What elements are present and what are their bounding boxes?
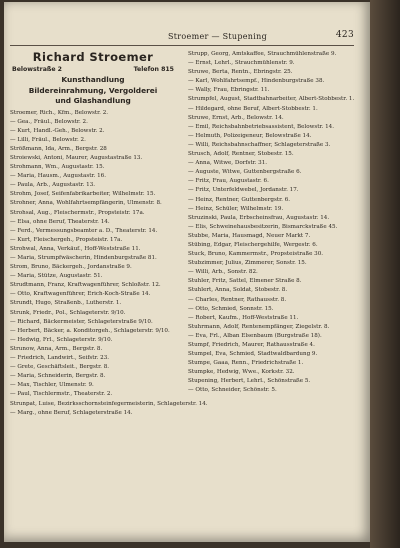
directory-entry: — Maria, Hausm., Augustastr. 16. <box>10 173 107 180</box>
ad-line: Kunsthandlung <box>61 75 125 84</box>
page-header <box>10 32 354 44</box>
directory-entry: Stuck, Bruno, Kammermstr., Propsteistraße 30. <box>188 251 324 258</box>
directory-entry: Struwe, Berta, Rentn., Ebringstr. 25. <box>188 69 293 76</box>
directory-entry: — Kurt, Handl.-Geh., Belowstr. 2. <box>10 127 105 134</box>
directory-entry: Strohner, Anna, Wohlfahrtsempfängerin, Ulmenstr. 8. <box>10 200 162 207</box>
directory-entry: Strundt, Hugo, Straßenb., Lutherstr. 1. <box>10 300 122 307</box>
directory-entry: — Herbert, Bäcker, a. Konditorgeh., Schlageterstr. 9/10. <box>10 327 170 334</box>
running-head: Stroemer — Stupening <box>168 32 267 41</box>
directory-entry: — Eva, Frl., Alban Elsenbaum (Burgstraße 18). <box>188 332 322 339</box>
directory-entry: — Hildegard, ohne Beruf, Albert-Stobbestr. 1. <box>188 105 318 112</box>
directory-entry: — Karl, Wohlfahrtsempf., Hindenburgstraße 38. <box>188 78 325 85</box>
directory-entry: Stumpke, Hedwig, Wwe., Korkstr. 32. <box>188 369 295 376</box>
directory-entry: — Heinz, Schüler, Wilhelmstr. 19. <box>188 205 284 212</box>
directory-entry: — Helmuth, Polizeigeneur, Belowstraße 14. <box>188 132 312 139</box>
directory-entry: — Lilli, Fräul., Belowstr. 2. <box>10 136 86 143</box>
directory-entry: Stroiewski, Antoni, Maurer, Augustastraße 13. <box>10 154 143 161</box>
right-entry-list <box>188 50 354 396</box>
directory-entry: Strupp, Georg, Amtskaffee, Strauchmühlenstraße 9. <box>188 51 337 57</box>
directory-entry: — Charles, Rentner, Rathausstr. 8. <box>188 296 287 303</box>
directory-entry: Stubzimmer, Julius, Zimmerer, Sonstr. 15. <box>188 260 307 267</box>
directory-entry: — Ernst, Lehrl., Strauchmühlenstr. 9. <box>188 60 295 67</box>
directory-entry: Strom, Bruno, Bäckergeh., Jordanstraße 9. <box>10 264 132 271</box>
directory-entry: Stuhler, Fritz, Sattel, Elmener Straße 8. <box>188 278 302 285</box>
ad-name: Richard Stroemer <box>32 50 154 64</box>
directory-entry: Strohwal, Anna, Verkäuf., Hoff-Weststraße 11. <box>10 245 141 252</box>
directory-entry: — Heinz, Rentner, Guttenbergstr. 6. <box>188 196 291 203</box>
left-column <box>10 50 208 418</box>
directory-entry: Strunow, Anna, Arm., Bergstr. 8. <box>10 345 103 352</box>
directory-entry: — Elis, Schweinehausbesitzerin, Bismarckstraße 45. <box>188 223 338 230</box>
directory-entry: Strößmann, Ida, Arm., Bergstr. 28 <box>10 145 107 152</box>
directory-entry: Strohm, Josef, Seifenfabrikarbeiter, Wilhelmstr. 15. <box>10 191 156 198</box>
directory-entry: — Marg., ohne Beruf, Schlageterstraße 14. <box>10 409 133 416</box>
directory-entry: Stübing, Edgar, Fleischergehilfe, Wergestr. 6. <box>188 241 318 248</box>
directory-entry: Strohsal, Aug., Fleischermstr., Propsteistr. 17a. <box>10 209 145 216</box>
directory-entry: Stroemer, Rich., Kfm., Belowstr. 2. <box>10 109 109 116</box>
directory-entry: — Anna, Witwe, Dorfstr. 31. <box>188 160 268 167</box>
directory-entry: Stumpe, Gaaa, Renn., Friedrichstraße 1. <box>188 360 304 367</box>
directory-entry: — Ferd., Vermessungsbeamter a. D., Theaterstr. 14. <box>10 227 158 234</box>
directory-entry: Strudtmann, Franz, Kraftwagenführer, Schloßstr. 12. <box>10 282 161 289</box>
right-column <box>188 50 354 396</box>
book-binding <box>370 0 400 548</box>
directory-entry: Stuhrmann, Adolf, Rentenempfänger, Ziegelstr. 8. <box>188 323 330 330</box>
directory-entry: — Grete, Geschäftsleit., Bergstr. 8. <box>10 364 110 371</box>
ad-phone: Telefon 815 <box>133 66 174 73</box>
ad-address: Belowstraße 2 <box>12 66 62 73</box>
directory-entry: — Gea., Fräul., Belowstr. 2. <box>10 118 88 125</box>
directory-entry: Struzinski, Paula, Erbscheinsfrau, Augustastr. 14. <box>188 214 330 221</box>
directory-entry: — Willi, Arb., Sonstr. 82. <box>188 269 258 276</box>
directory-entry: — Otto, Kraftwagenführer, Erich-Koch-Straße 14. <box>10 291 151 298</box>
directory-entry: — Max, Tischler, Ulmenstr. 9. <box>10 382 94 389</box>
directory-entry: Stuhlert, Anna, Soldat, Stobestr. 8. <box>188 287 288 294</box>
directory-entry: — Hedwig, Frl., Schlageterstr. 9/10. <box>10 336 113 343</box>
directory-entry: — Fritz, Frau, Augustastr. 6. <box>188 178 269 185</box>
directory-entry: Struwe, Ernst, Arb., Belowstr. 14. <box>188 114 284 121</box>
header-rule <box>10 45 354 46</box>
directory-entry: — Emil, Reichsbahnbetriebsassistent, Belowstr. 14. <box>188 123 334 130</box>
directory-entry: Strumpfel, August, Stadtbahnarbeiter, Albert-Stobbestr. 1. <box>188 96 355 103</box>
ad-line: Bildereinrahmung, Vergolderei <box>28 85 158 95</box>
directory-entry: — Otto, Schmied, Sonnstr. 15. <box>188 305 274 312</box>
directory-entry: Stupening, Herbert, Lehrl., Schönstraße 5. <box>188 378 311 385</box>
directory-entry: — Kurt, Fleischergeh., Propsteistr. 17a. <box>10 236 123 243</box>
directory-entry: — Paula, Arb., Augustastr. 13. <box>10 182 96 189</box>
directory-entry: — Richard, Bäckermeister, Schlageterstraße 9/10. <box>10 318 153 325</box>
directory-entry: — Maria, Stütze, Augustastr. 51. <box>10 273 103 280</box>
directory-entry: — Wally, Frau, Ebringstr. 11. <box>188 87 270 94</box>
directory-entry: Strohmann, Wm., Augustastr. 15. <box>10 164 105 171</box>
directory-entry: — Elsa, ohne Beruf, Theaterstr. 14. <box>10 218 110 225</box>
left-entry-list <box>10 109 208 418</box>
directory-entry: Strusch, Adolf, Rentner, Stobestr. 15. <box>188 151 294 158</box>
directory-entry: — Friedrich, Landwirt., Seifstr. 23. <box>10 355 110 362</box>
ad-line: und Glashandlung <box>55 96 131 105</box>
advertisement <box>10 50 176 107</box>
page-number: 423 <box>335 30 354 40</box>
directory-entry: — Auguste, Witwe, Guttenbergstraße 6. <box>188 169 302 176</box>
directory-entry: — Paul, Tischlermstr., Theaterstr. 2. <box>10 391 113 398</box>
directory-entry: Strunk, Friedr., Pol., Schlageterstr. 9/10. <box>10 309 126 316</box>
directory-entry: Strunpat, Luise, Bezirksschornsteinfegermeisterin, Schlageterstr. 14. <box>10 400 208 407</box>
directory-entry: Stumpel, Eva, Schmied, Stadtwaldbardung 9. <box>188 351 318 358</box>
directory-entry: — Fritz, Unterfeldwebel, Jordanstr. 17. <box>188 187 299 194</box>
directory-entry: — Robert, Kaufm., Hoff-Weststraße 11. <box>188 314 299 321</box>
directory-entry: — Maria, Schneiderin, Bergstr. 8. <box>10 373 106 380</box>
ad-meta <box>10 65 176 75</box>
directory-entry: Stumpf, Friedrich, Maurer, Rathausstraße 4. <box>188 342 315 348</box>
directory-entry: — Maria, Strumpfwäscherin, Hindenburgstraße 81. <box>10 255 157 261</box>
directory-page <box>4 2 370 542</box>
directory-entry: — Otto, Schneider, Schönstr. 5. <box>188 387 277 394</box>
directory-entry: — Willi, Reichsbahnschaffner, Schlageterstraße 3. <box>188 141 331 148</box>
directory-entry: Stubbe, Maria, Hausmagd, Neuer Markt 7. <box>188 232 311 239</box>
